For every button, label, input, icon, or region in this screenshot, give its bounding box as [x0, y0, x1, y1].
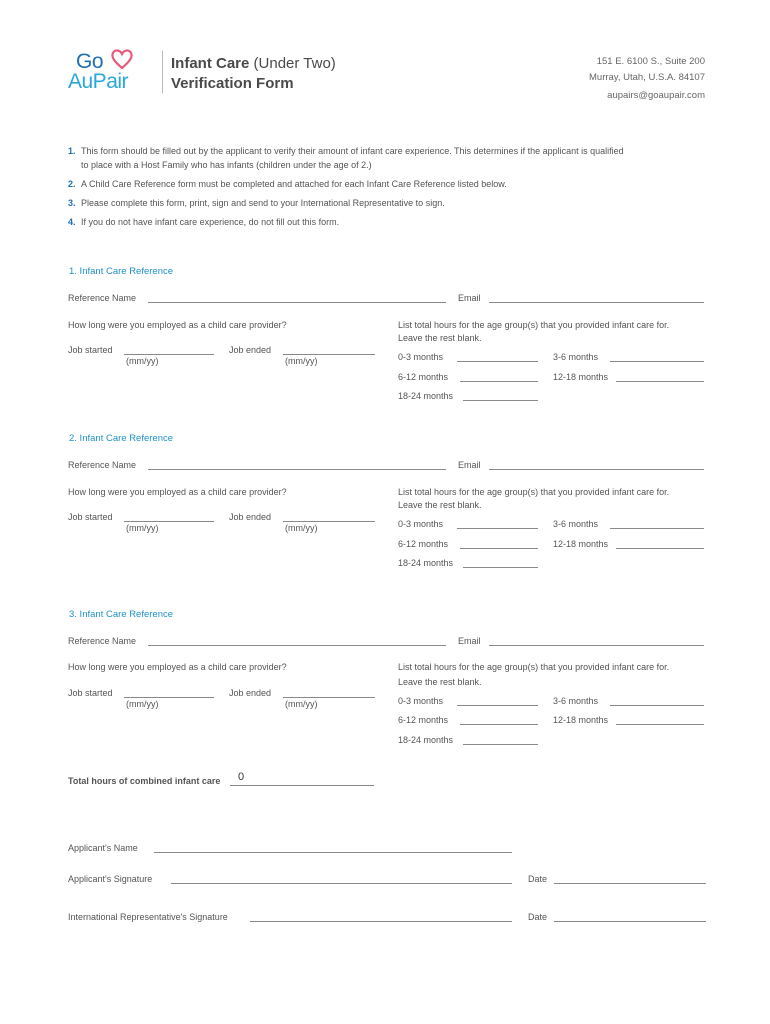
- applicant-name-field[interactable]: [154, 852, 512, 853]
- total-hours-label: Total hours of combined infant care: [68, 776, 221, 786]
- hours-instruction-2: Leave the rest blank.: [398, 677, 482, 687]
- reference-name-label: Reference Name: [68, 293, 137, 303]
- hours-instruction-2: Leave the rest blank.: [398, 333, 482, 343]
- job-ended-label: Job ended: [229, 512, 272, 522]
- job-started-field[interactable]: [124, 697, 214, 698]
- instruction-text: A Child Care Reference form must be completed and attached for each Infant Care Reference listed below.: [81, 179, 507, 189]
- job-ended-field[interactable]: [283, 521, 375, 522]
- age-12-18-label: 12-18 months: [553, 539, 609, 549]
- form-subtitle: Verification Form: [171, 75, 294, 92]
- instruction-text: If you do not have infant care experience, do not fill out this form.: [81, 217, 340, 227]
- age-3-6-label: 3-6 months: [553, 519, 599, 529]
- job-started-label: Job started: [68, 345, 113, 355]
- job-ended-hint: (mm/yy): [285, 699, 318, 709]
- age-18-24-field[interactable]: [463, 744, 538, 745]
- age-3-6-field[interactable]: [610, 361, 704, 362]
- instructions-list: [68, 144, 628, 234]
- age-12-18-label: 12-18 months: [553, 715, 609, 725]
- job-started-hint: (mm/yy): [126, 523, 159, 533]
- age-3-6-field[interactable]: [610, 705, 704, 706]
- instruction-number: 4.: [68, 217, 76, 227]
- email-label: Email: [458, 636, 481, 646]
- age-6-12-label: 6-12 months: [398, 715, 449, 725]
- instruction-number: 3.: [68, 198, 76, 208]
- instruction-number: 1.: [68, 146, 76, 156]
- hours-instruction: List total hours for the age group(s) that you provided infant care for.: [398, 320, 670, 330]
- reference-title: 3. Infant Care Reference: [69, 609, 174, 620]
- age-18-24-field[interactable]: [463, 400, 538, 401]
- form-title-bold: Infant Care: [171, 55, 250, 72]
- reference-name-field[interactable]: [148, 645, 446, 646]
- age-3-6-label: 3-6 months: [553, 696, 599, 706]
- go-aupair-logo: [68, 50, 158, 96]
- job-started-hint: (mm/yy): [126, 356, 159, 366]
- email-field[interactable]: [489, 469, 704, 470]
- logo-go-text: Go: [76, 50, 104, 73]
- job-started-label: Job started: [68, 512, 113, 522]
- reference-title: 1. Infant Care Reference: [69, 266, 174, 277]
- job-ended-field[interactable]: [283, 354, 375, 355]
- age-6-12-field[interactable]: [460, 724, 538, 725]
- job-ended-label: Job ended: [229, 688, 272, 698]
- email-label: Email: [458, 460, 481, 470]
- age-12-18-label: 12-18 months: [553, 372, 609, 382]
- age-0-3-label: 0-3 months: [398, 696, 444, 706]
- reference-title: 2. Infant Care Reference: [69, 433, 174, 444]
- job-started-field[interactable]: [124, 354, 214, 355]
- instruction-text: This form should be filled out by the applicant to verify their amount of infant care experience. This determines if the applicant is qualified to place with a Host Family who has infants (children under the age of 2.): [81, 146, 624, 170]
- age-3-6-field[interactable]: [610, 528, 704, 529]
- contact-email[interactable]: aupairs@goaupair.com: [607, 90, 705, 101]
- age-6-12-label: 6-12 months: [398, 372, 449, 382]
- job-started-field[interactable]: [124, 521, 214, 522]
- age-18-24-label: 18-24 months: [398, 558, 454, 568]
- reference-name-field[interactable]: [148, 302, 446, 303]
- total-hours-value[interactable]: 0: [238, 771, 245, 783]
- employment-question: How long were you employed as a child care provider?: [68, 487, 287, 497]
- applicant-signature-label: Applicant's Signature: [68, 874, 153, 884]
- job-ended-label: Job ended: [229, 345, 272, 355]
- applicant-date-field[interactable]: [554, 883, 706, 884]
- job-started-label: Job started: [68, 688, 113, 698]
- reference-name-label: Reference Name: [68, 636, 137, 646]
- form-header: [0, 0, 770, 110]
- job-started-hint: (mm/yy): [126, 699, 159, 709]
- age-12-18-field[interactable]: [616, 381, 704, 382]
- age-3-6-label: 3-6 months: [553, 352, 599, 362]
- rep-date-field[interactable]: [554, 921, 706, 922]
- age-0-3-label: 0-3 months: [398, 352, 444, 362]
- age-6-12-label: 6-12 months: [398, 539, 449, 549]
- age-0-3-field[interactable]: [457, 705, 538, 706]
- instruction-item: [68, 215, 628, 229]
- hours-instruction: List total hours for the age group(s) that you provided infant care for.: [398, 487, 670, 497]
- employment-question: How long were you employed as a child care provider?: [68, 662, 287, 672]
- hours-instruction: List total hours for the age group(s) that you provided infant care for.: [398, 662, 670, 672]
- logo-aupair-text: AuPair: [68, 70, 129, 93]
- reference-name-field[interactable]: [148, 469, 446, 470]
- age-0-3-field[interactable]: [457, 528, 538, 529]
- employment-question: How long were you employed as a child care provider?: [68, 320, 287, 330]
- job-ended-hint: (mm/yy): [285, 523, 318, 533]
- rep-signature-field[interactable]: [250, 921, 512, 922]
- address-line-2: Murray, Utah, U.S.A. 84107: [589, 72, 705, 83]
- heart-icon: [110, 48, 134, 70]
- applicant-signature-field[interactable]: [171, 883, 512, 884]
- total-hours-field[interactable]: [230, 785, 374, 786]
- address-block: [589, 54, 705, 104]
- email-field[interactable]: [489, 302, 704, 303]
- age-6-12-field[interactable]: [460, 548, 538, 549]
- age-18-24-label: 18-24 months: [398, 391, 454, 401]
- email-field[interactable]: [489, 645, 704, 646]
- age-18-24-field[interactable]: [463, 567, 538, 568]
- form-title: [171, 55, 336, 72]
- applicant-name-label: Applicant's Name: [68, 843, 138, 853]
- applicant-date-label: Date: [528, 874, 548, 884]
- job-ended-hint: (mm/yy): [285, 356, 318, 366]
- reference-name-label: Reference Name: [68, 460, 137, 470]
- age-0-3-field[interactable]: [457, 361, 538, 362]
- instruction-item: [68, 177, 628, 191]
- age-12-18-field[interactable]: [616, 724, 704, 725]
- email-label: Email: [458, 293, 481, 303]
- hours-instruction-2: Leave the rest blank.: [398, 500, 482, 510]
- form-title-light: (Under Two): [253, 55, 336, 72]
- age-18-24-label: 18-24 months: [398, 735, 454, 745]
- rep-signature-label: International Representative's Signature: [68, 912, 228, 922]
- header-divider: [162, 51, 163, 93]
- age-6-12-field[interactable]: [460, 381, 538, 382]
- rep-date-label: Date: [528, 912, 548, 922]
- instruction-item: [68, 196, 628, 210]
- age-0-3-label: 0-3 months: [398, 519, 444, 529]
- instruction-item: [68, 144, 628, 172]
- address-line-1: 151 E. 6100 S., Suite 200: [596, 56, 705, 67]
- instruction-number: 2.: [68, 179, 76, 189]
- instruction-text: Please complete this form, print, sign and send to your International Representative to sign.: [81, 198, 445, 208]
- job-ended-field[interactable]: [283, 697, 375, 698]
- age-12-18-field[interactable]: [616, 548, 704, 549]
